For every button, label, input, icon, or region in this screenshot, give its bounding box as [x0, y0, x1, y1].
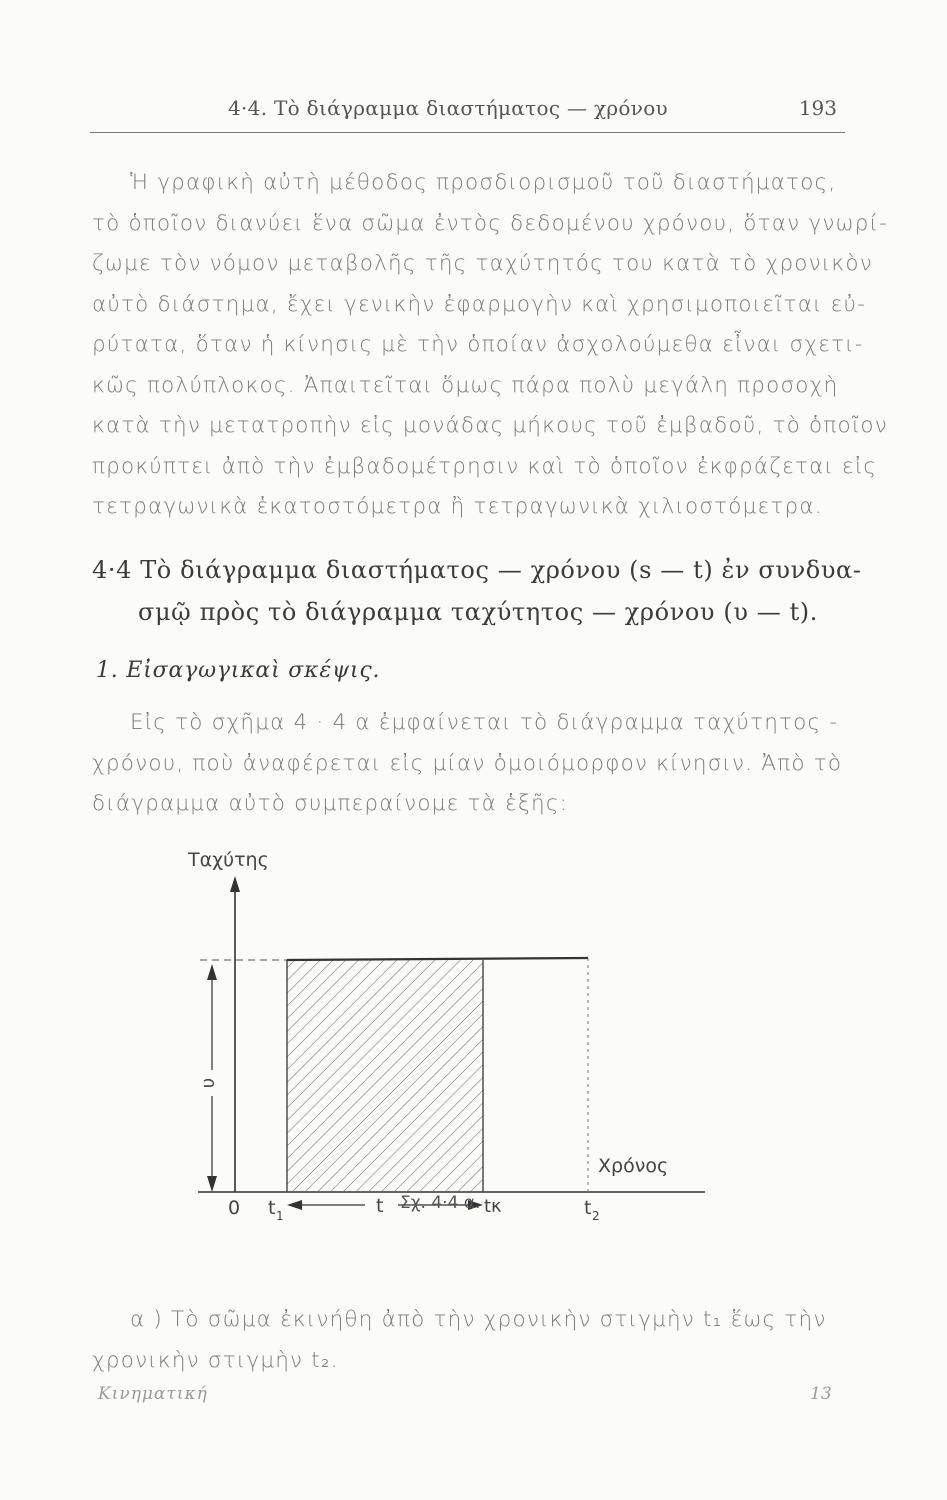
- header-rule: [90, 132, 845, 133]
- text-line: α ) Τὸ σῶμα ἐκινήθη ἀπὸ τὴν χρονικὴν στιγμὴν t₁ ἕως τὴν: [130, 1307, 827, 1332]
- hatched-area: [287, 960, 483, 1192]
- t1-subscript: 1: [276, 1209, 284, 1223]
- text-line: χρόνου, ποὺ ἀναφέρεται εἰς μίαν ὁμοιόμορφον κίνησιν. Ἀπὸ τὸ: [92, 750, 843, 776]
- text-line: χρονικὴν στιγμὴν t₂.: [92, 1347, 339, 1373]
- section-heading-line: σμῷ πρὸς τὸ διάγραμμα ταχύτητος — χρόνου (υ — t).: [138, 598, 819, 626]
- text-line: τετραγωνικὰ ἑκατοστόμετρα ἢ τετραγωνικὰ χιλιοστόμετρα.: [92, 494, 823, 519]
- velocity-arrow-down: [207, 1176, 217, 1192]
- text-line: ρύτατα, ὅταν ἡ κίνησις μὲ τὴν ὁποίαν ἀσχολούμεθα εἶναι σχετι-: [92, 332, 864, 357]
- page-number: 193: [798, 96, 837, 120]
- velocity-line: [287, 958, 588, 960]
- intro-paragraph: [92, 163, 889, 528]
- text-line: Ἡ γραφικὴ αὐτὴ μέθοδος προσδιορισμοῦ τοῦ διαστήματος,: [130, 170, 837, 195]
- t2-subscript: 2: [592, 1209, 600, 1223]
- text-line: ζωμε τὸν νόμον μεταβολῆς τῆς ταχύτητός του κατὰ τὸ χρονικὸν: [92, 251, 873, 276]
- tk-label: tκ: [484, 1196, 502, 1217]
- text-line: αὐτὸ διάστημα, ἔχει γενικὴν ἐφαρμογὴν καὶ χρησιμοποιεῖται εὐ-: [92, 291, 867, 317]
- running-head-title: 4·4. Τὸ διάγραμμα διαστήματος — χρόνου: [228, 96, 669, 120]
- text-line: προκύπτει ἀπὸ τὴν ἐμβαδομέτρησιν καὶ τὸ ὁποῖον ἐκφράζεται εἰς: [92, 453, 878, 479]
- text-line: Εἰς τὸ σχῆμα 4 · 4 α ἐμφαίνεται τὸ διάγραμμα ταχύτητος -: [130, 710, 839, 735]
- t-label: t: [376, 1195, 384, 1217]
- text-line: τὸ ὁποῖον διανύει ἕνα σῶμα ἐντὸς δεδομένου χρόνου, ὅταν γνωρί-: [92, 210, 889, 236]
- velocity-label: υ: [198, 1077, 219, 1089]
- running-head: [90, 96, 845, 126]
- section-heading: [92, 549, 862, 633]
- text-line: κῶς πολύπλοκος. Ἀπαιτεῖται ὅμως πάρα πολὺ μεγάλη προσοχὴ: [92, 372, 839, 398]
- text-line: διάγραμμα αὐτὸ συμπεραίνομε τὰ ἑξῆς:: [92, 791, 569, 816]
- y-axis-arrow: [230, 876, 240, 892]
- item-a-paragraph: [92, 1300, 842, 1381]
- origin-label: 0: [228, 1197, 241, 1219]
- t1-label: t: [268, 1197, 276, 1219]
- footer-signature: Κινηματική: [98, 1384, 208, 1404]
- body-paragraph: [92, 703, 842, 825]
- section-heading-line: 4·4 Τὸ διάγραμμα διαστήματος — χρόνου (s — t) ἐν συνδυα-: [92, 556, 862, 584]
- velocity-arrow-up: [207, 964, 217, 980]
- footer-sheet-number: 13: [810, 1384, 832, 1404]
- text-line: κατὰ τὴν μετατροπὴν εἰς μονάδας μήκους τοῦ ἐμβαδοῦ, τὸ ὁποῖον: [92, 413, 888, 438]
- interval-arrow-left: [287, 1200, 302, 1210]
- y-axis-label: Ταχύτης: [188, 849, 269, 871]
- figure-caption: Σχ. 4·4 α.: [400, 1193, 481, 1213]
- t2-label: t: [584, 1197, 592, 1219]
- subsection-heading: 1. Εἰσαγωγικαὶ σκέψις.: [96, 658, 381, 683]
- x-axis-label: Χρόνος: [598, 1155, 669, 1177]
